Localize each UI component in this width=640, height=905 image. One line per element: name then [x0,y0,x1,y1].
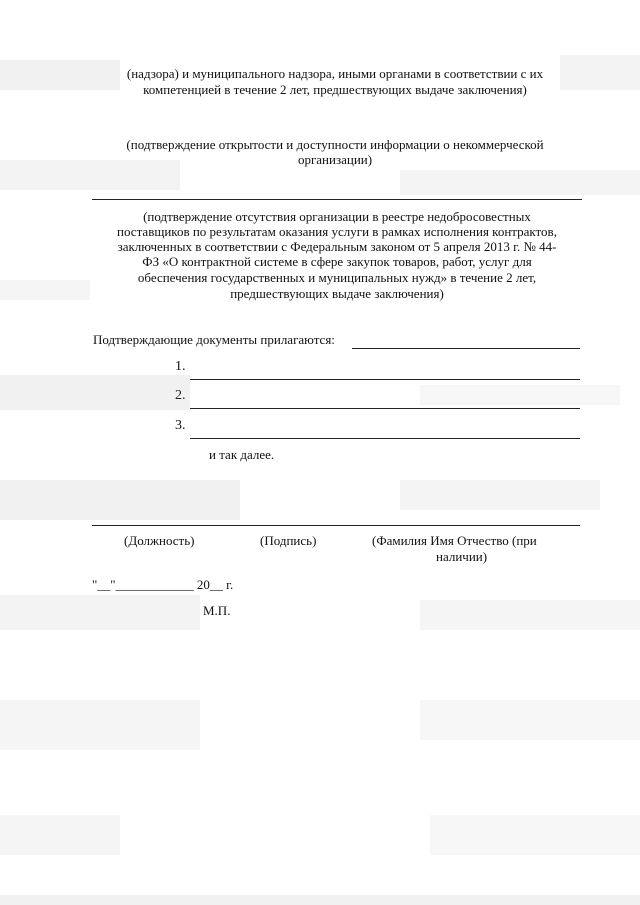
attachments-heading: Подтверждающие документы прилагаются: [93,332,335,347]
registry-fill-line [92,199,582,200]
signature-name-label-line-1: (Фамилия Имя Отчество (при [372,533,537,548]
openness-text-line-2: организации) [297,152,373,167]
attachment-item-line-2 [190,408,580,409]
attachment-item-line-1 [190,379,580,380]
registry-text-line-2: поставщиков по результатам оказания услуги в рамках исполнения контрактов, [117,224,557,239]
signature-position-label: (Должность) [124,533,195,548]
supervision-text-line-2: компетенцией в течение 2 лет, предшествующих выдаче заключения) [143,82,527,97]
date-line: "__"____________ 20__ г. [92,577,234,592]
attachments-heading-line [352,348,580,349]
attachment-item-line-3 [190,438,580,439]
attachment-item-number-1: 1. [175,359,186,374]
signature-line [92,525,580,526]
registry-text-line-1: (подтверждение отсутствия организации в реестре недобросовестных [143,209,531,224]
openness-text-line-1: (подтверждение открытости и доступности информации о некоммерческой [126,137,544,152]
registry-text-line-3: заключенных в соответствии с Федеральным законом от 5 апреля 2013 г. № 44- [117,239,557,254]
attachment-item-number-3: 3. [175,418,186,433]
attachment-item-number-2: 2. [175,388,186,403]
signature-sign-label: (Подпись) [260,533,317,548]
signature-name-label-line-2: наличии) [436,549,488,564]
attachments-etc: и так далее. [209,447,275,462]
stamp-place-label: М.П. [203,603,231,618]
supervision-text-line-1: (надзора) и муниципального надзора, иными органами в соответствии с их [126,66,544,81]
registry-text-line-4: ФЗ «О контрактной системе в сфере закупок товаров, работ, услуг для [142,254,532,269]
registry-text-line-5: обеспечения государственных и муниципальных нужд» в течение 2 лет, [137,270,537,285]
registry-text-line-6: предшествующих выдаче заключения) [230,286,444,301]
